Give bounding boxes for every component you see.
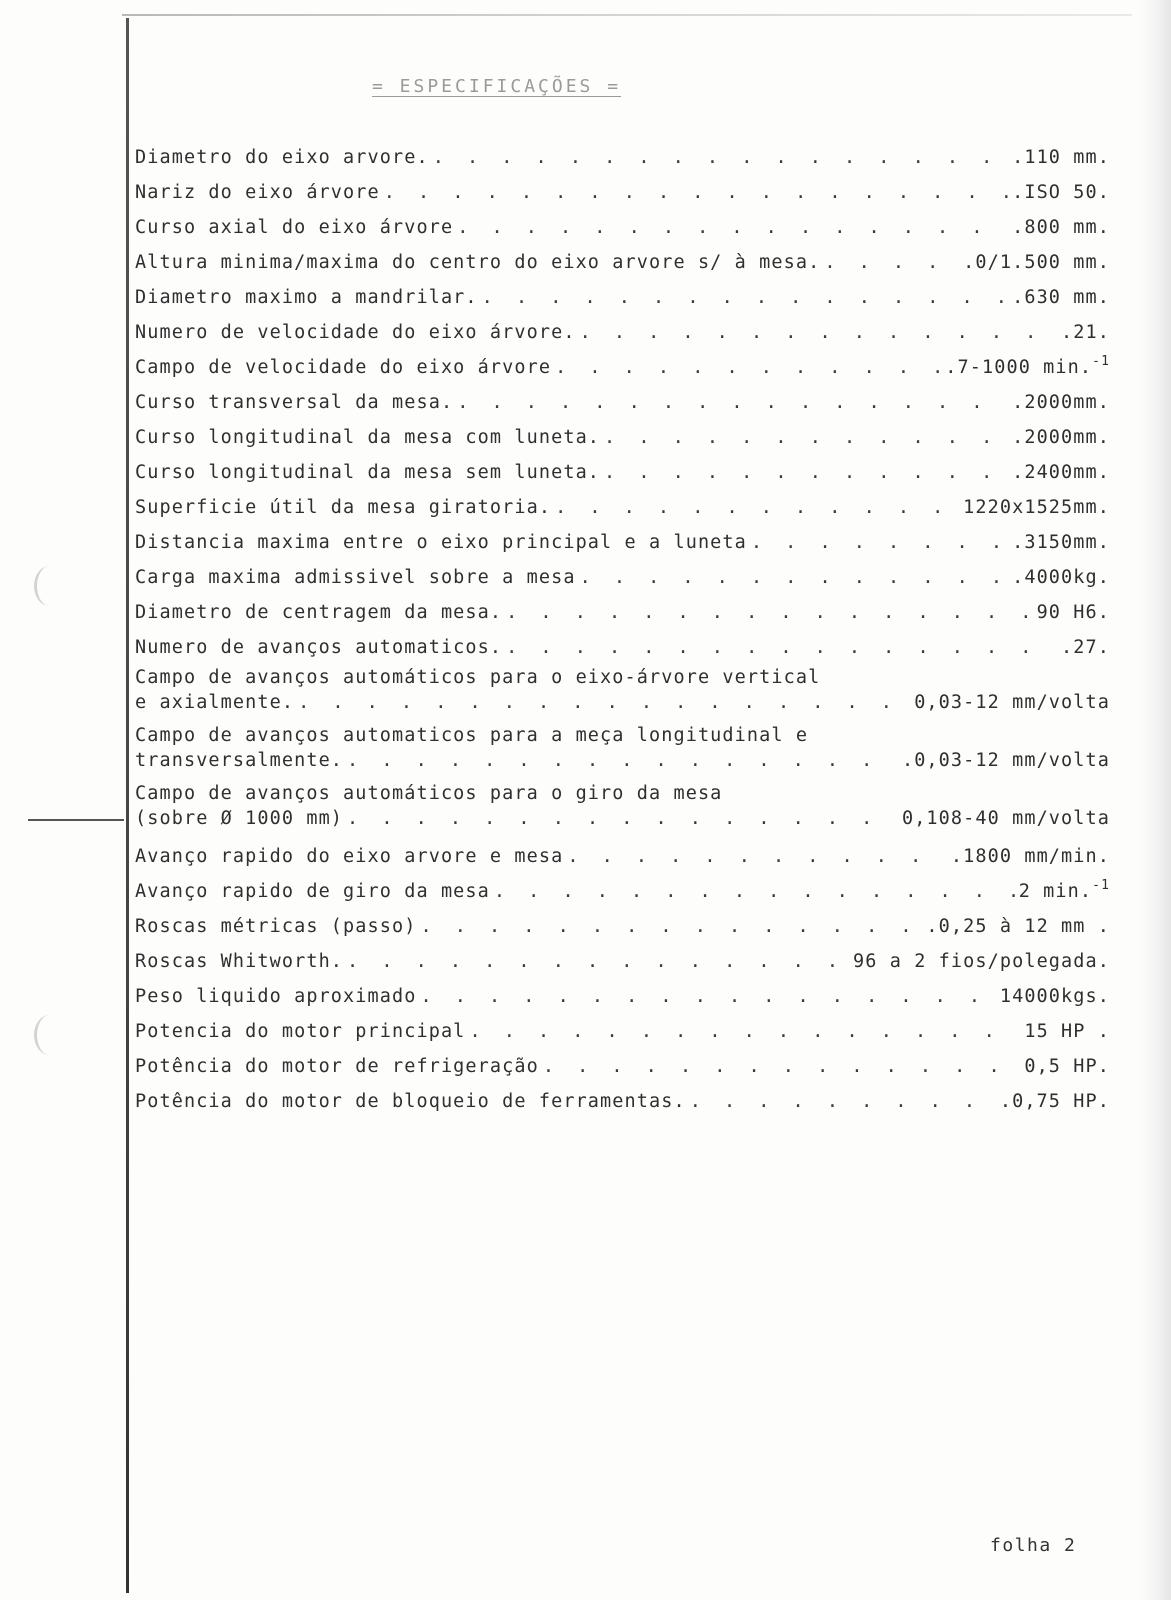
spec-value: 0,03-12 mm/volta — [914, 692, 1110, 713]
spec-value-text: 2 min. — [1018, 881, 1093, 902]
spec-value-text: .4000kg. — [1012, 567, 1110, 588]
spec-row — [135, 350, 1110, 385]
spec-row — [135, 210, 1110, 245]
spec-exponent: -1 — [1092, 878, 1110, 893]
spec-label: Avanço rapido de giro da mesa — [135, 881, 490, 902]
spec-value-text: .2000mm. — [1012, 427, 1110, 448]
spec-list — [135, 140, 1110, 1119]
page-right-edge — [1140, 0, 1171, 1600]
spec-value — [1024, 1014, 1110, 1049]
spec-label: Nariz do eixo árvore — [135, 182, 380, 203]
spec-label: Numero de avanços automaticos. — [135, 637, 503, 658]
page-title: = ESPECIFICAÇÕES = — [372, 76, 622, 97]
spec-label: Peso liquido aproximado — [135, 986, 417, 1007]
page-top-edge — [122, 14, 1132, 16]
dot-leader — [347, 748, 898, 773]
spec-value-text: .27. — [1061, 637, 1110, 658]
spec-value-text: .7-1000 min. — [945, 357, 1093, 378]
spec-value — [951, 839, 1110, 874]
spec-value: 0,108-40 mm/volta — [901, 808, 1110, 829]
spec-label: Curso axial do eixo árvore — [135, 217, 454, 238]
spec-label: Campo de avanços automaticos para a meça longitudinal e — [135, 725, 809, 746]
dot-leader — [580, 560, 1009, 595]
dot-leader — [506, 630, 1057, 665]
spec-value-text: 0,5 HP. — [1024, 1056, 1110, 1077]
spec-row — [135, 839, 1110, 874]
spec-row — [135, 1049, 1110, 1084]
spec-value-text: .2000mm. — [1012, 392, 1110, 413]
spec-row — [135, 280, 1110, 315]
spec-label: Carga maxima admissivel sobre a mesa — [135, 567, 576, 588]
spec-label: Diametro do eixo arvore. — [135, 147, 429, 168]
spec-label: Potência do motor de refrigeração — [135, 1056, 539, 1077]
dot-leader — [824, 245, 959, 280]
dot-leader — [347, 944, 849, 979]
spec-label-continued: e axialmente. — [135, 692, 295, 713]
spec-row — [135, 175, 1110, 210]
spec-value-text: .0,75 HP. — [999, 1091, 1110, 1112]
spec-value — [1061, 630, 1110, 665]
spec-row — [135, 665, 1110, 725]
spec-value-text: .1800 mm/min. — [950, 846, 1110, 867]
spec-value-text: .0/1.500 mm. — [963, 252, 1110, 273]
spec-value — [1000, 979, 1110, 1014]
spec-label: Curso longitudinal da mesa com luneta. — [135, 427, 601, 448]
spec-row — [135, 140, 1110, 175]
spec-row — [135, 315, 1110, 350]
spec-value-text: 14000kgs. — [999, 986, 1110, 1007]
dot-leader — [604, 420, 1008, 455]
punch-hole-icon — [34, 1015, 65, 1055]
spec-value — [926, 909, 1110, 944]
spec-value — [1012, 455, 1110, 490]
dot-leader — [567, 839, 947, 874]
dot-leader — [690, 1084, 996, 1119]
spec-value-text: 96 a 2 fios/polegada. — [853, 951, 1110, 972]
spec-row — [135, 420, 1110, 455]
spec-label: Roscas métricas (passo) — [135, 916, 417, 937]
punch-hole-icon — [34, 566, 65, 606]
spec-value — [963, 245, 1110, 280]
spec-label: Altura minima/maxima do centro do eixo arvore s/ à mesa. — [135, 252, 821, 273]
spec-value — [945, 350, 1110, 385]
spec-value — [1061, 315, 1110, 350]
spec-row — [135, 525, 1110, 560]
dot-leader — [555, 350, 941, 385]
dot-leader — [298, 690, 910, 715]
spec-row — [135, 560, 1110, 595]
dot-leader — [420, 979, 995, 1014]
spec-row — [135, 874, 1110, 909]
spec-value — [1012, 175, 1110, 210]
spec-row — [135, 979, 1110, 1014]
spec-value-text: 90 H6. — [1036, 602, 1110, 623]
spec-label: Potencia do motor principal — [135, 1021, 466, 1042]
spec-label: Diametro de centragem da mesa. — [135, 602, 503, 623]
dot-leader — [420, 909, 922, 944]
spec-value — [1012, 210, 1110, 245]
dot-leader — [457, 385, 1008, 420]
spec-value-text: 15 HP . — [1024, 1021, 1110, 1042]
spec-row — [135, 1084, 1110, 1119]
spec-value — [1012, 385, 1110, 420]
spec-row — [135, 385, 1110, 420]
dot-leader — [482, 280, 1008, 315]
dot-leader — [751, 525, 1008, 560]
spec-row — [135, 455, 1110, 490]
spec-row — [135, 595, 1110, 630]
spec-label: Numero de velocidade do eixo árvore. — [135, 322, 576, 343]
dot-leader — [347, 806, 898, 831]
spec-value-text: .110 mm. — [1012, 147, 1110, 168]
spec-label: Curso transversal da mesa. — [135, 392, 454, 413]
dot-leader — [469, 1014, 1020, 1049]
spec-value-text: .3150mm. — [1012, 532, 1110, 553]
spec-label: Campo de velocidade do eixo árvore — [135, 357, 552, 378]
dot-leader — [555, 490, 959, 525]
spec-value — [1000, 1084, 1110, 1119]
dot-leader — [384, 175, 1008, 210]
page-footer: folha 2 — [990, 1535, 1077, 1556]
spec-value-text: .0,25 à 12 mm . — [926, 916, 1110, 937]
spec-row — [135, 781, 1110, 841]
dot-leader — [580, 315, 1057, 350]
spec-label: Campo de avanços automáticos para o giro da mesa — [135, 783, 723, 804]
margin-line — [126, 18, 129, 1593]
spec-value — [853, 944, 1110, 979]
spec-value — [1012, 420, 1110, 455]
spec-value-text: .2400mm. — [1012, 462, 1110, 483]
spec-value-text: .21. — [1061, 322, 1110, 343]
spec-value-text: .800 mm. — [1012, 217, 1110, 238]
spec-label: Avanço rapido do eixo arvore e mesa — [135, 846, 564, 867]
spec-value — [1019, 874, 1110, 909]
spec-label-continued: transversalmente. — [135, 750, 344, 771]
spec-value — [1024, 1049, 1110, 1084]
stray-line — [28, 819, 124, 821]
spec-row — [135, 1014, 1110, 1049]
spec-row — [135, 245, 1110, 280]
spec-value — [1012, 525, 1110, 560]
spec-value — [963, 490, 1110, 525]
dot-leader — [457, 210, 1008, 245]
spec-value-text: .ISO 50. — [1012, 182, 1110, 203]
spec-label: Superficie útil da mesa giratoria. — [135, 497, 552, 518]
dot-leader — [604, 455, 1008, 490]
spec-label: Roscas Whitworth. — [135, 951, 344, 972]
spec-label: Potência do motor de bloqueio de ferramentas. — [135, 1091, 686, 1112]
spec-label: Diametro maximo a mandrilar. — [135, 287, 478, 308]
spec-label: Distancia maxima entre o eixo principal e a luneta — [135, 532, 747, 553]
spec-row — [135, 723, 1110, 783]
spec-value-text: .630 mm. — [1012, 287, 1110, 308]
spec-label-continued: (sobre Ø 1000 mm) — [135, 808, 344, 829]
spec-exponent: -1 — [1092, 354, 1110, 369]
spec-value — [1037, 595, 1110, 630]
spec-value — [1012, 140, 1110, 175]
spec-value — [1012, 560, 1110, 595]
spec-value: .0,03-12 mm/volta — [901, 750, 1110, 771]
spec-label: Curso longitudinal da mesa sem luneta. — [135, 462, 601, 483]
spec-row — [135, 909, 1110, 944]
spec-value-text: 1220x1525mm. — [963, 497, 1110, 518]
spec-value — [1012, 280, 1110, 315]
spec-row — [135, 944, 1110, 979]
spec-label: Campo de avanços automáticos para o eixo-árvore vertical — [135, 667, 821, 688]
spec-row — [135, 630, 1110, 665]
dot-leader — [506, 595, 1032, 630]
dot-leader — [494, 874, 1015, 909]
dot-leader — [543, 1049, 1020, 1084]
spec-row — [135, 490, 1110, 525]
dot-leader — [433, 140, 1008, 175]
